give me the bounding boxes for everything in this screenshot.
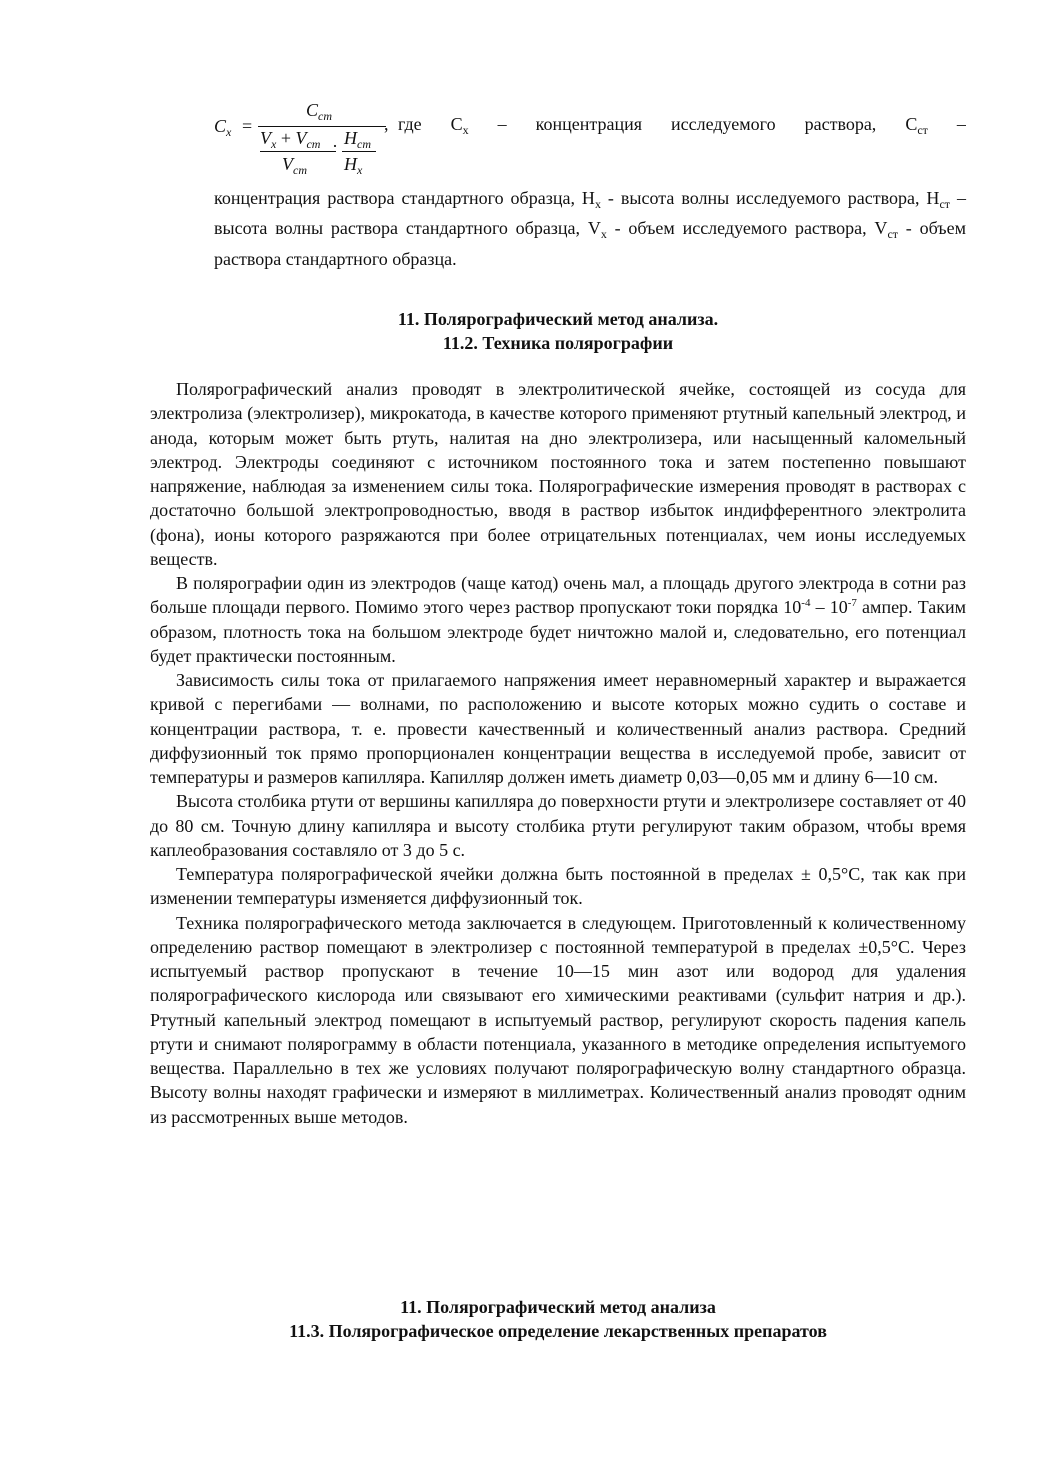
- concentration-formula: [214, 100, 966, 184]
- formula-explanation: концентрация раствора стандартного образца, $H_х$ - высота волны исследуемого раствора, $H_{ст}$ – высота волны раствора стандартного образца, $V_х$ - объем исследуемого раствора, $V_{ст}$ - объем раствора стандартного образца.: [214, 188, 967, 269]
- next-section-title: 11. Полярографический метод анализа: [400, 1297, 716, 1317]
- formula-multiply-dot: ·: [332, 136, 338, 156]
- inner-fraction-bar-h: [342, 151, 376, 152]
- formula-h-bottom: $H_x$: [344, 154, 363, 177]
- paragraph: Полярографический анализ проводят в электролитической ячейке, состоящей из сосуда для электролиза (электролизер), микрокатода, в качестве которого применяют ртутный капельный электрод, и анода, которым может быть ртуть, налитая на дно электролизера, или насыщенный каломельный электрод. Электроды соединяют с источником постоянного тока и затем постепенно повышают напряжение, наблюдая за изменением силы тока. Полярографические измерения проводят в растворах с достаточно большой электропроводностью, вводя в раствор избыток индифферентного электролита (фона), ионы которого разряжаются при более отрицательных потенциалах, чем ионы исследуемых веществ.: [150, 379, 966, 569]
- section-title: 11. Полярографический метод анализа.: [397, 309, 719, 329]
- formula-denominator-bottom: $V_{ст}$: [282, 154, 307, 177]
- paragraph: Зависимость силы тока от прилагаемого напряжения имеет неравномерный характер и выражается кривой с перегибами — волнами, по расположению и высоте которых можно судить о составе и концентрации раствора, т. е. провести качественный и количественный анализ раствора. Средний диффузионный ток прямо пропорционален концентрации вещества в исследуемой пробе, зависит от температуры и размеров капилляра. Капилляр должен иметь диаметр 0,03—0,05 мм и длину 6—10 см.: [150, 670, 966, 787]
- formula-where-clause: где $C_х$ – концентрация исследуемого раствора, $C_{ст}$ –: [398, 114, 966, 137]
- formula-equals: =: [242, 116, 253, 136]
- formula-numerator: $C_{ст}$: [306, 100, 333, 123]
- formula-denominator-top: $V_x + V_{ст}$: [260, 128, 321, 151]
- paragraph: В полярографии один из электродов (чаще катод) очень мал, а площадь другого электрода в сотни раз больше площади первого. Помимо этого через раствор пропускают токи порядка $10^{-4} - 10^{-7}$ ампер. Таким образом, плотность тока на большом электроде будет ничтожно малой и, следовательно, его потенциал будет практически постоянным.: [150, 573, 967, 666]
- formula-lhs: $C_x$: [214, 116, 232, 139]
- section-body: [150, 377, 966, 1129]
- formula-comma: ,: [384, 114, 389, 134]
- formula-h-top: $H_{ст}$: [344, 128, 371, 151]
- inner-fraction-bar-v: [260, 151, 336, 152]
- paragraph: Температура полярографической ячейки должна быть постоянной в пределах ± 0,5°С, так как при изменении температуры изменяется диффузионный ток.: [150, 864, 966, 909]
- paragraph: Высота столбика ртути от вершины капилляра до поверхности ртути и электролизере составляет от 40 до 80 см. Точную длину капилляра и высоту столбика ртути регулируют таким образом, чтобы время каплеобразования составляло от 3 до 5 с.: [150, 791, 966, 860]
- section-subtitle: 11.2. Техника полярографии: [442, 333, 674, 353]
- next-section-subtitle: 11.3. Полярографическое определение лекарственных препаратов: [289, 1321, 827, 1341]
- paragraph: Техника полярографического метода заключается в следующем. Приготовленный к количественному определению раствор помещают в электролизер с постоянной температурой в пределах ±0,5°С. Через испытуемый раствор пропускают в течение 10—15 мин азот или водород для удаления полярографического кислорода или связывают его химическими реактивами (сульфит натрия и др.). Ртутный капельный электрод помещают в испытуемый раствор, регулируют скорость падения капель ртути и снимают полярограмму в области потенциала, указанного в методике определения испытуемого вещества. Параллельно в тех же условиях получают полярографическую волну стандартного образца. Высоту волны находят графически и измеряют в миллиметрах. Количественный анализ проводят одним из рассмотренных выше методов.: [150, 912, 966, 1127]
- main-fraction-bar: [258, 126, 386, 127]
